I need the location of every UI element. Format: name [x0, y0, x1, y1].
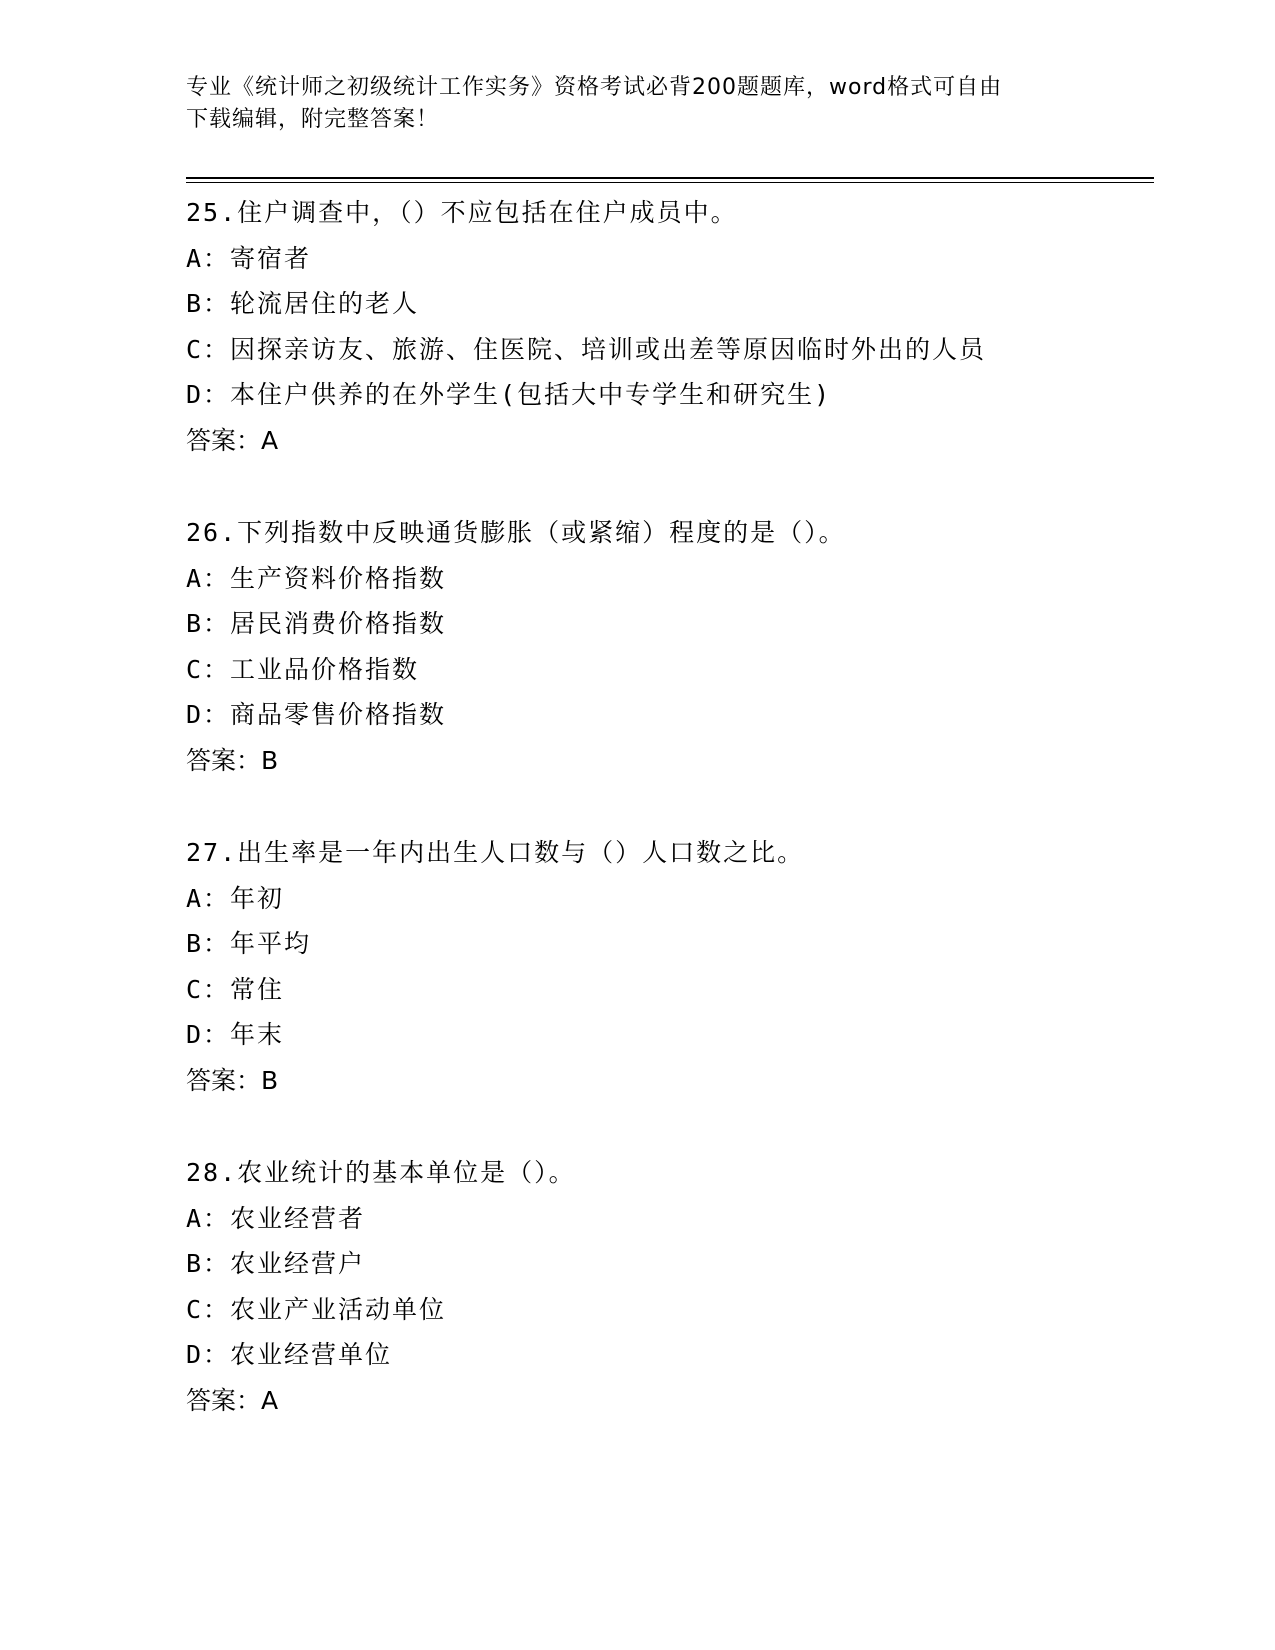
option-c: C：因探亲访友、旅游、住医院、培训或出差等原因临时外出的人员	[186, 334, 987, 364]
header-line-1: 专业《统计师之初级统计工作实务》资格考试必背200题题库，word格式可自由	[186, 75, 1003, 100]
option-a: A：生产资料价格指数	[186, 563, 447, 593]
option-d: D：年末	[186, 1020, 285, 1049]
question-list	[186, 190, 1146, 1470]
option-a: A：年初	[186, 883, 285, 913]
answer-line: 答案：B	[186, 745, 279, 775]
question-stem: 28.农业统计的基本单位是（）。	[186, 1158, 576, 1187]
option-d: D：本住户供养的在外学生(包括大中专学生和研究生)	[186, 380, 832, 409]
option-b: B：居民消费价格指数	[186, 609, 447, 638]
option-b: B：年平均	[186, 929, 312, 958]
answer-line: 答案：A	[186, 1385, 279, 1415]
question-28	[186, 1150, 1146, 1470]
option-b: B：农业经营户	[186, 1249, 366, 1278]
option-c: C：工业品价格指数	[186, 654, 420, 684]
document-header	[186, 72, 1086, 136]
answer-line: 答案：A	[186, 425, 279, 455]
header-line-2: 下载编辑，附完整答案！	[186, 107, 440, 132]
option-d: D：商品零售价格指数	[186, 700, 447, 729]
question-27	[186, 830, 1146, 1150]
question-stem: 25.住户调查中，（）不应包括在住户成员中。	[186, 198, 738, 227]
option-a: A：寄宿者	[186, 243, 312, 273]
header-divider-thin	[186, 182, 1154, 183]
question-stem: 26.下列指数中反映通货膨胀（或紧缩）程度的是（）。	[186, 518, 846, 547]
option-c: C：常住	[186, 974, 285, 1004]
option-c: C：农业产业活动单位	[186, 1294, 447, 1324]
answer-line: 答案：B	[186, 1065, 279, 1095]
question-stem: 27.出生率是一年内出生人口数与（）人口数之比。	[186, 838, 805, 867]
header-divider-thick	[186, 177, 1154, 179]
option-b: B：轮流居住的老人	[186, 289, 420, 318]
question-25	[186, 190, 1146, 510]
option-d: D：农业经营单位	[186, 1340, 393, 1369]
question-26	[186, 510, 1146, 830]
option-a: A：农业经营者	[186, 1203, 366, 1233]
